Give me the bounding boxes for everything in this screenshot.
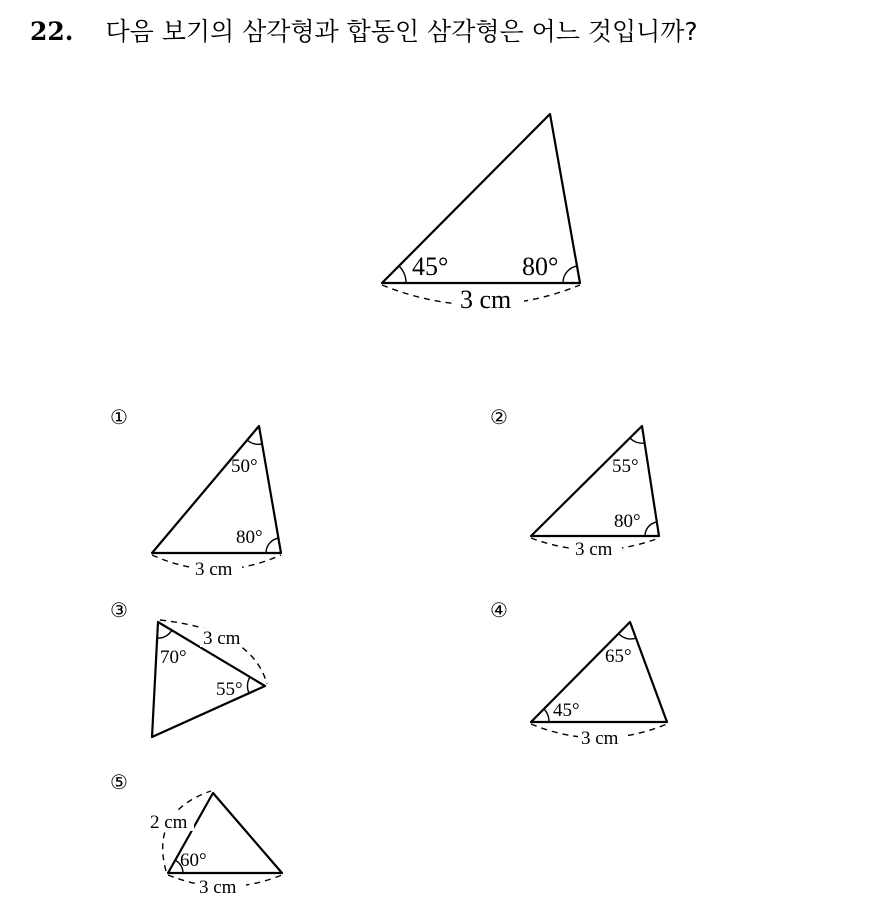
option-1-marker[interactable]: ①: [110, 405, 128, 429]
option-2-label-top: 55°: [612, 456, 639, 477]
option-2[interactable]: [490, 405, 659, 560]
option-5-label-angle: 60°: [180, 850, 207, 871]
option-4-label-left: 45°: [553, 700, 580, 721]
option-1-top-angle-arc: [247, 440, 262, 444]
option-2-top-angle-arc: [630, 438, 645, 443]
reference-angle-right-arc: [563, 266, 577, 283]
option-5[interactable]: [110, 770, 282, 898]
reference-triangle: [382, 114, 580, 314]
option-1-label-top: 50°: [231, 456, 258, 477]
option-1-label-right: 80°: [236, 527, 263, 548]
option-5-label-base: 3 cm: [199, 877, 237, 898]
option-4-marker[interactable]: ④: [490, 598, 508, 622]
option-4-label-base: 3 cm: [581, 728, 619, 749]
option-2-right-angle-arc: [645, 522, 657, 536]
reference-angle-left-label: 45°: [412, 252, 449, 281]
question-text: 다음 보기의 삼각형과 합동인 삼각형은 어느 것입니까?: [105, 17, 698, 46]
option-2-marker[interactable]: ②: [490, 405, 508, 429]
option-5-marker[interactable]: ⑤: [110, 770, 128, 794]
option-3-right-angle-arc: [247, 677, 250, 693]
option-2-label-base: 3 cm: [575, 539, 613, 560]
reference-angle-right-label: 80°: [522, 252, 559, 281]
option-3-label-side: 3 cm: [203, 628, 241, 649]
option-3-label-left: 70°: [160, 647, 187, 668]
option-4-triangle: [531, 622, 667, 722]
option-4[interactable]: [490, 598, 667, 749]
option-3-marker[interactable]: ③: [110, 598, 128, 622]
option-1-right-angle-arc: [266, 538, 279, 553]
option-3-label-right: 55°: [216, 679, 243, 700]
option-1[interactable]: [110, 405, 281, 580]
reference-base-label: 3 cm: [460, 285, 512, 314]
reference-angle-left-arc: [399, 266, 406, 283]
option-5-label-side: 2 cm: [150, 812, 188, 833]
option-3[interactable]: [110, 598, 267, 737]
question-number: 22.: [30, 17, 74, 46]
option-2-label-right: 80°: [614, 511, 641, 532]
option-1-label-base: 3 cm: [195, 559, 233, 580]
option-4-top-angle-arc: [619, 634, 636, 639]
option-4-label-top: 65°: [605, 646, 632, 667]
option-4-left-angle-arc: [544, 709, 549, 722]
